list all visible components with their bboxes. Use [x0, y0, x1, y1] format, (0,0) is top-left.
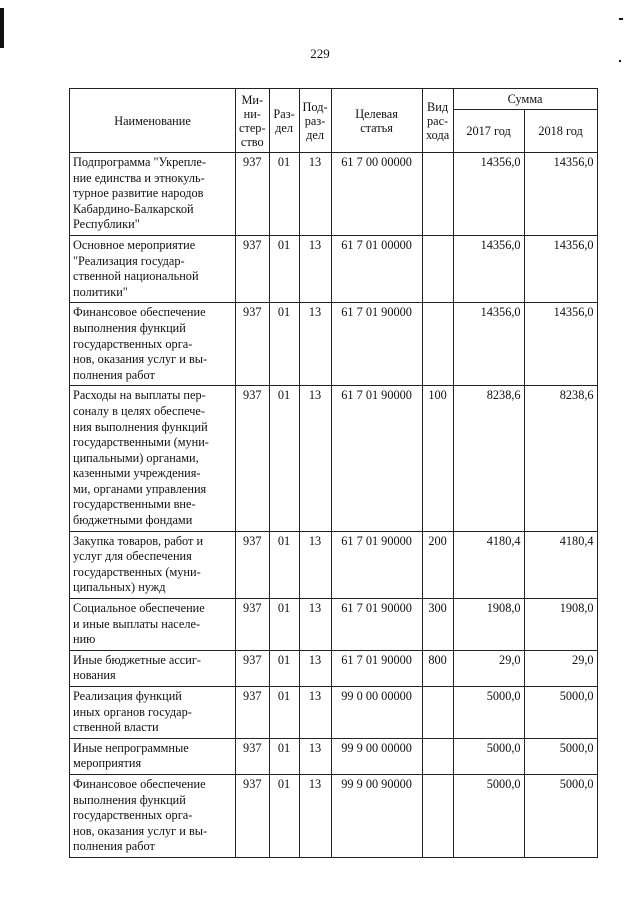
cell-target-article: 61 7 01 90000: [331, 599, 422, 651]
cell-section: 01: [269, 303, 299, 386]
table-row: [70, 687, 598, 739]
cell-ministry: 937: [236, 599, 270, 651]
cell-subsection: 13: [299, 531, 331, 598]
cell-ministry: 937: [236, 738, 270, 774]
header-sum: Сумма: [453, 89, 597, 110]
cell-sum-2018: 29,0: [524, 650, 597, 686]
header-name: Наименование: [70, 89, 236, 153]
header-subsection: Под- раз- дел: [299, 89, 331, 153]
table-row: [70, 153, 598, 236]
cell-section: 01: [269, 531, 299, 598]
cell-target-article: 99 9 00 00000: [331, 738, 422, 774]
header-target-article: Целевая статья: [331, 89, 422, 153]
cell-sum-2017: 4180,4: [453, 531, 524, 598]
cell-expense-type: 800: [422, 650, 453, 686]
cell-ministry: 937: [236, 153, 270, 236]
cell-section: 01: [269, 235, 299, 302]
cell-subsection: 13: [299, 386, 331, 531]
cell-expense-type: [422, 235, 453, 302]
cell-ministry: 937: [236, 687, 270, 739]
budget-table: [69, 88, 598, 858]
page-number: 229: [310, 46, 330, 61]
cell-subsection: 13: [299, 650, 331, 686]
cell-sum-2017: 8238,6: [453, 386, 524, 531]
cell-target-article: 61 7 01 90000: [331, 531, 422, 598]
cell-expense-type: [422, 738, 453, 774]
table-row: [70, 599, 598, 651]
cell-name: Реализация функций иных органов государ- ственной власти: [70, 687, 236, 739]
table-row: [70, 774, 598, 857]
cell-expense-type: [422, 153, 453, 236]
table-row: [70, 650, 598, 686]
cell-name: Иные непрограммные мероприятия: [70, 738, 236, 774]
cell-name: Иные бюджетные ассиг- нования: [70, 650, 236, 686]
header-expense-type: Вид рас- хода: [422, 89, 453, 153]
cell-section: 01: [269, 687, 299, 739]
cell-ministry: 937: [236, 303, 270, 386]
cell-sum-2017: 14356,0: [453, 235, 524, 302]
cell-ministry: 937: [236, 531, 270, 598]
cell-sum-2018: 1908,0: [524, 599, 597, 651]
cell-target-article: 61 7 01 00000: [331, 235, 422, 302]
cell-sum-2017: 5000,0: [453, 774, 524, 857]
cell-name: Закупка товаров, работ и услуг для обеспечения государственных (муни- ципальных) нужд: [70, 531, 236, 598]
cell-name: Расходы на выплаты пер- соналу в целях обеспече- ния выполнения функций государственными (муни- ципальными) органами, казенными учреждения- ми, органами управления государственными вне- бюджетными фондами: [70, 386, 236, 531]
cell-target-article: 61 7 00 00000: [331, 153, 422, 236]
cell-sum-2017: 5000,0: [453, 687, 524, 739]
cell-ministry: 937: [236, 774, 270, 857]
cell-sum-2018: 8238,6: [524, 386, 597, 531]
cell-ministry: 937: [236, 650, 270, 686]
cell-section: 01: [269, 599, 299, 651]
table-row: [70, 386, 598, 531]
cell-sum-2018: 5000,0: [524, 738, 597, 774]
header-section: Раз- дел: [269, 89, 299, 153]
cell-section: 01: [269, 774, 299, 857]
cell-name: Подпрограмма "Укрепле- ние единства и этнокуль- турное развитие народов Кабардино-Балкарской Республики": [70, 153, 236, 236]
cell-subsection: 13: [299, 687, 331, 739]
cell-subsection: 13: [299, 303, 331, 386]
cell-expense-type: [422, 303, 453, 386]
table-body: [70, 153, 598, 858]
table-row: [70, 738, 598, 774]
cell-ministry: 937: [236, 235, 270, 302]
scan-speck: [619, 18, 623, 20]
cell-subsection: 13: [299, 774, 331, 857]
cell-target-article: 99 0 00 00000: [331, 687, 422, 739]
cell-target-article: 61 7 01 90000: [331, 386, 422, 531]
cell-sum-2018: 5000,0: [524, 687, 597, 739]
table-row: [70, 303, 598, 386]
cell-expense-type: [422, 687, 453, 739]
cell-sum-2018: 14356,0: [524, 235, 597, 302]
cell-sum-2017: 29,0: [453, 650, 524, 686]
cell-subsection: 13: [299, 738, 331, 774]
cell-name: Основное мероприятие "Реализация государ- ственной национальной политики": [70, 235, 236, 302]
cell-sum-2017: 1908,0: [453, 599, 524, 651]
cell-subsection: 13: [299, 153, 331, 236]
cell-sum-2018: 5000,0: [524, 774, 597, 857]
cell-expense-type: 300: [422, 599, 453, 651]
cell-name: Финансовое обеспечение выполнения функций государственных орга- нов, оказания услуг и вы- полнения работ: [70, 303, 236, 386]
cell-section: 01: [269, 738, 299, 774]
cell-target-article: 61 7 01 90000: [331, 303, 422, 386]
header-year-2018: 2018 год: [524, 110, 597, 153]
table-row: [70, 235, 598, 302]
table-row: [70, 531, 598, 598]
cell-sum-2017: 14356,0: [453, 153, 524, 236]
cell-name: Финансовое обеспечение выполнения функций государственных орга- нов, оказания услуг и вы- полнения работ: [70, 774, 236, 857]
cell-subsection: 13: [299, 235, 331, 302]
scan-edge-mark: [0, 8, 4, 48]
header-year-2017: 2017 год: [453, 110, 524, 153]
cell-sum-2017: 5000,0: [453, 738, 524, 774]
cell-section: 01: [269, 650, 299, 686]
header-ministry: Ми- ни- стер- ство: [236, 89, 270, 153]
cell-ministry: 937: [236, 386, 270, 531]
cell-sum-2017: 14356,0: [453, 303, 524, 386]
cell-name: Социальное обеспечение и иные выплаты населе- нию: [70, 599, 236, 651]
cell-sum-2018: 14356,0: [524, 153, 597, 236]
cell-expense-type: 100: [422, 386, 453, 531]
cell-expense-type: [422, 774, 453, 857]
cell-sum-2018: 14356,0: [524, 303, 597, 386]
cell-expense-type: 200: [422, 531, 453, 598]
cell-sum-2018: 4180,4: [524, 531, 597, 598]
cell-section: 01: [269, 153, 299, 236]
cell-subsection: 13: [299, 599, 331, 651]
cell-target-article: 99 9 00 90000: [331, 774, 422, 857]
cell-section: 01: [269, 386, 299, 531]
cell-target-article: 61 7 01 90000: [331, 650, 422, 686]
